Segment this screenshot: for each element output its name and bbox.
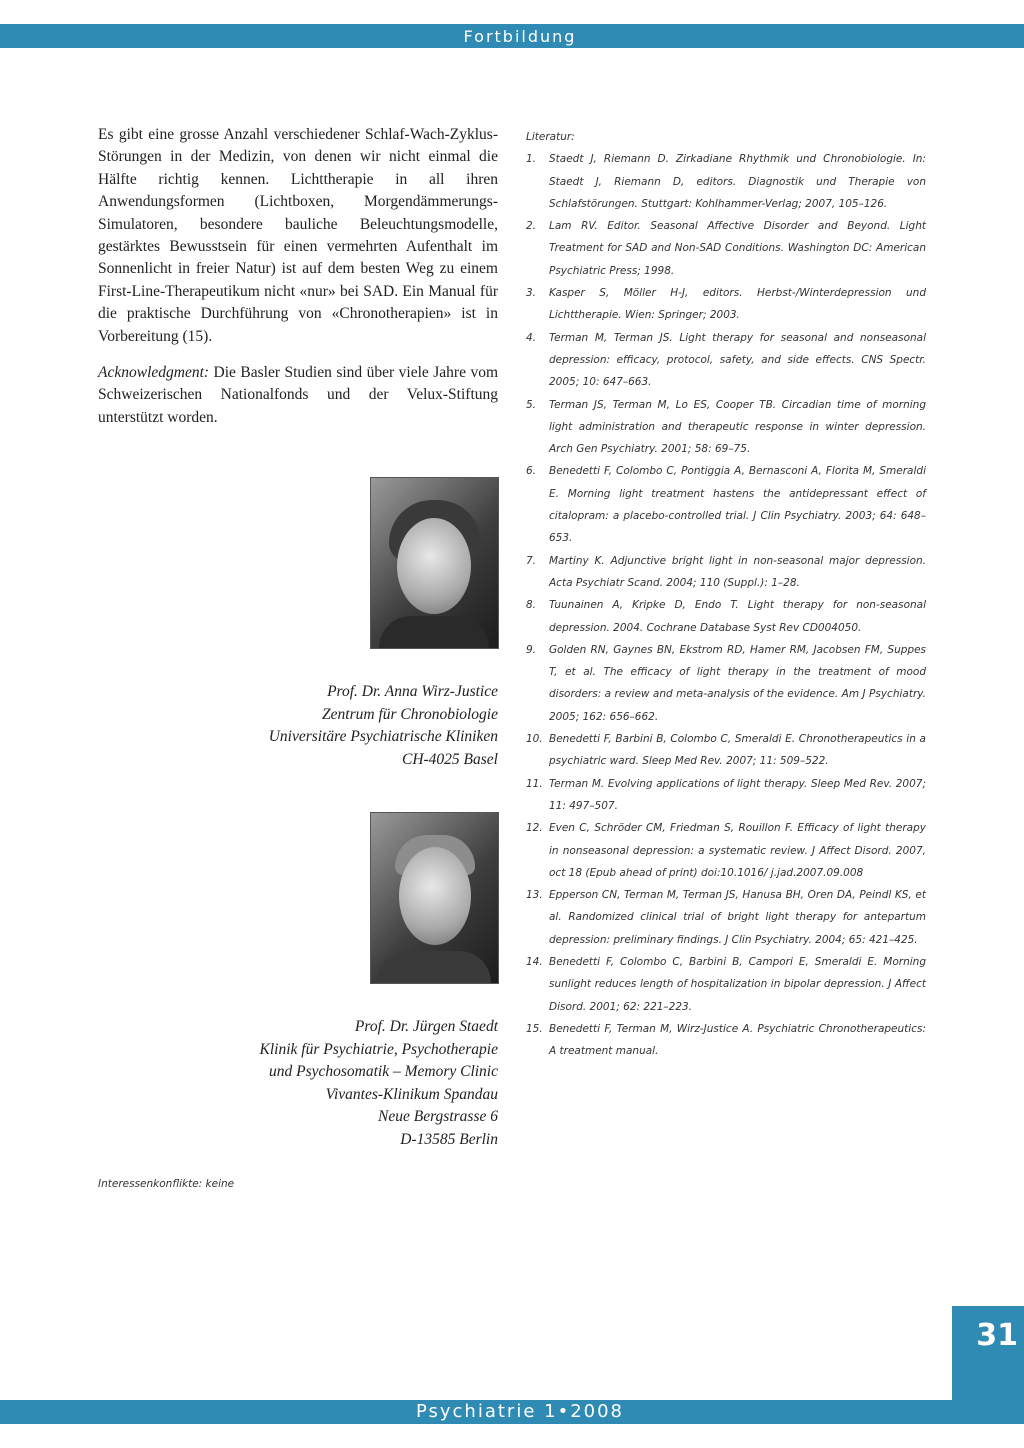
reference-number: 10. bbox=[526, 733, 543, 746]
author-affiliation-2 bbox=[160, 1016, 498, 1152]
author-affiliation-1 bbox=[160, 681, 498, 771]
reference-item bbox=[526, 460, 926, 549]
reference-item bbox=[526, 884, 926, 951]
reference-item bbox=[526, 728, 926, 773]
reference-item bbox=[526, 773, 926, 818]
reference-item bbox=[526, 215, 926, 282]
reference-list bbox=[526, 126, 926, 1062]
reference-item bbox=[526, 817, 926, 884]
reference-text: Martiny K. Adjunctive bright light in non-seasonal major depression. Acta Psychiatr Scand. 2004; 110 (Suppl.): 1–28. bbox=[549, 554, 926, 589]
reference-text: Terman JS, Terman M, Lo ES, Cooper TB. Circadian time of morning light administration and therapeutic response in winter depression. Arch Gen Psychiatry. 2001; 58: 69–75. bbox=[549, 398, 926, 456]
affiliation-line: Klinik für Psychiatrie, Psychotherapie bbox=[259, 1040, 498, 1058]
reference-item bbox=[526, 1018, 926, 1063]
reference-text: Terman M, Terman JS. Light therapy for seasonal and nonseasonal depression: efficacy, protocol, safety, and side effects. CNS Spectr. 2005; 10: 647–663. bbox=[549, 331, 926, 389]
acknowledgment-text: Die Basler Studien sind über viele Jahre vom Schweizerischen Nationalfonds und der Velux-Stiftung unterstützt worden. bbox=[98, 364, 498, 426]
references-heading: Literatur: bbox=[526, 131, 575, 143]
reference-number: 9. bbox=[526, 643, 537, 656]
reference-item bbox=[526, 594, 926, 639]
reference-item bbox=[526, 951, 926, 1018]
reference-number: 14. bbox=[526, 955, 543, 968]
reference-text: Lam RV. Editor. Seasonal Affective Disorder and Beyond. Light Treatment for SAD and Non-SAD Conditions. Washington DC: American Psychiatric Press; 1998. bbox=[549, 220, 926, 277]
conflicts-of-interest: Interessenkonflikte: keine bbox=[98, 1178, 235, 1190]
author-photo-staedt bbox=[370, 812, 499, 984]
affiliation-line: CH-4025 Basel bbox=[401, 750, 498, 768]
acknowledgment-paragraph bbox=[98, 362, 498, 429]
acknowledgment-label: Acknowledgment: bbox=[98, 364, 210, 382]
reference-text: Epperson CN, Terman M, Terman JS, Hanusa BH, Oren DA, Peindl KS, et al. Randomized clinical trial of bright light therapy for antepartum depression: preliminary findings. J Clin Psychiatry. 2004; 65: 421–425. bbox=[549, 889, 926, 946]
reference-text: Tuunainen A, Kripke D, Endo T. Light therapy for non-seasonal depression. 2004. Cochrane Database Syst Rev CD004050. bbox=[549, 599, 926, 634]
reference-text: Kasper S, Möller H-J, editors. Herbst-/Winterdepression und Lichttherapie. Wien: Springer; 2003. bbox=[549, 287, 926, 322]
affiliation-line: Neue Bergstrasse 6 bbox=[378, 1108, 498, 1126]
reference-number: 6. bbox=[526, 465, 537, 478]
section-title: Fortbildung bbox=[463, 27, 577, 46]
affiliation-line: und Psychosomatik – Memory Clinic bbox=[268, 1063, 498, 1081]
reference-text: Benedetti F, Colombo C, Barbini B, Campori E, Smeraldi E. Morning sunlight reduces length of hospitalization in bipolar depression. J Affect Disord. 2001; 62: 221–223. bbox=[549, 955, 926, 1013]
body-text-column bbox=[98, 124, 498, 443]
reference-number: 1. bbox=[526, 153, 537, 166]
affiliation-line: D-13585 Berlin bbox=[400, 1130, 498, 1148]
reference-item bbox=[526, 394, 926, 461]
page-number: 31 bbox=[976, 1318, 1018, 1353]
reference-text: Even C, Schröder CM, Friedman S, Rouillon F. Efficacy of light therapy in nonseasonal depression: a systematic review. J Affect Disord. 2007, oct 18 (Epub ahead of print) doi:10.1016/ j.jad.2007.09.008 bbox=[549, 822, 926, 879]
author-name: Prof. Dr. Jürgen Staedt bbox=[354, 1018, 498, 1035]
reference-text: Benedetti F, Colombo C, Pontiggia A, Bernasconi A, Florita M, Smeraldi E. Morning light treatment hastens the antidepressant effect of citalopram: a placebo-controlled trial. J Clin Psychiatry. 2003; 64: 648–653. bbox=[549, 465, 926, 545]
reference-text: Terman M. Evolving applications of light therapy. Sleep Med Rev. 2007; 11: 497–507. bbox=[549, 777, 926, 812]
reference-item bbox=[526, 327, 926, 394]
reference-item bbox=[526, 282, 926, 327]
reference-text: Staedt J, Riemann D. Zirkadiane Rhythmik und Chronobiologie. In: Staedt J, Riemann D, editors. Diagnostik und Therapie von Schlafstörungen. Stuttgart: Kohlhammer-Verlag; 2007, 105–126. bbox=[549, 153, 926, 210]
reference-text: Benedetti F, Terman M, Wirz-Justice A. Psychiatric Chronotherapeutics: A treatment manual. bbox=[549, 1022, 926, 1058]
reference-text: Benedetti F, Barbini B, Colombo C, Smeraldi E. Chronotherapeutics in a psychiatric ward. Sleep Med Rev. 2007; 11: 509–522. bbox=[549, 733, 926, 768]
affiliation-line: Vivantes-Klinikum Spandau bbox=[325, 1085, 498, 1103]
reference-number: 7. bbox=[526, 554, 537, 567]
body-paragraph: Es gibt eine grosse Anzahl verschiedener Schlaf-Wach-Zyklus-Störungen in der Medizin, von denen wir nicht einmal die Hälfte richtig kennen. Lichttherapie in all ihren Anwendungsformen (Lichtboxen, Morgendämmerungs-Simulatoren, besondere bauliche Beleuchtungsmodelle, gestärktes Bewusstsein für einen vermehrten Aufenthalt im Sonnenlicht in freier Natur) ist auf dem besten Weg zu einem First-Line-Therapeutikum nicht «nur» bei SAD. Ein Manual für die praktische Durchführung von «Chronotherapien» ist in Vorbereitung (15). bbox=[98, 126, 498, 345]
reference-item bbox=[526, 148, 926, 215]
reference-number: 13. bbox=[526, 889, 543, 902]
header-bar bbox=[0, 24, 1024, 48]
reference-number: 4. bbox=[526, 331, 537, 344]
journal-title: Psychiatrie 1•2008 bbox=[415, 1401, 625, 1422]
reference-text: Golden RN, Gaynes BN, Ekstrom RD, Hamer RM, Jacobsen FM, Suppes T, et al. The efficacy of light therapy in the treatment of mood disorders: a review and meta-analysis of the evidence. Am J Psychiatry. 2005; 162: 656–662. bbox=[549, 643, 926, 723]
author-photo-wirz-justice bbox=[370, 477, 499, 649]
affiliation-line: Zentrum für Chronobiologie bbox=[322, 705, 498, 723]
reference-number: 2. bbox=[526, 220, 537, 233]
reference-number: 12. bbox=[526, 822, 543, 835]
reference-item bbox=[526, 639, 926, 728]
footer-bar bbox=[0, 1400, 1024, 1424]
reference-number: 3. bbox=[526, 287, 537, 300]
page-number-box bbox=[952, 1306, 1024, 1400]
reference-number: 8. bbox=[526, 599, 537, 612]
reference-number: 5. bbox=[526, 398, 537, 411]
reference-number: 15. bbox=[526, 1022, 543, 1035]
reference-number: 11. bbox=[526, 777, 543, 790]
reference-item bbox=[526, 550, 926, 595]
author-name: Prof. Dr. Anna Wirz-Justice bbox=[327, 683, 498, 700]
affiliation-line: Universitäre Psychiatrische Kliniken bbox=[268, 728, 498, 746]
